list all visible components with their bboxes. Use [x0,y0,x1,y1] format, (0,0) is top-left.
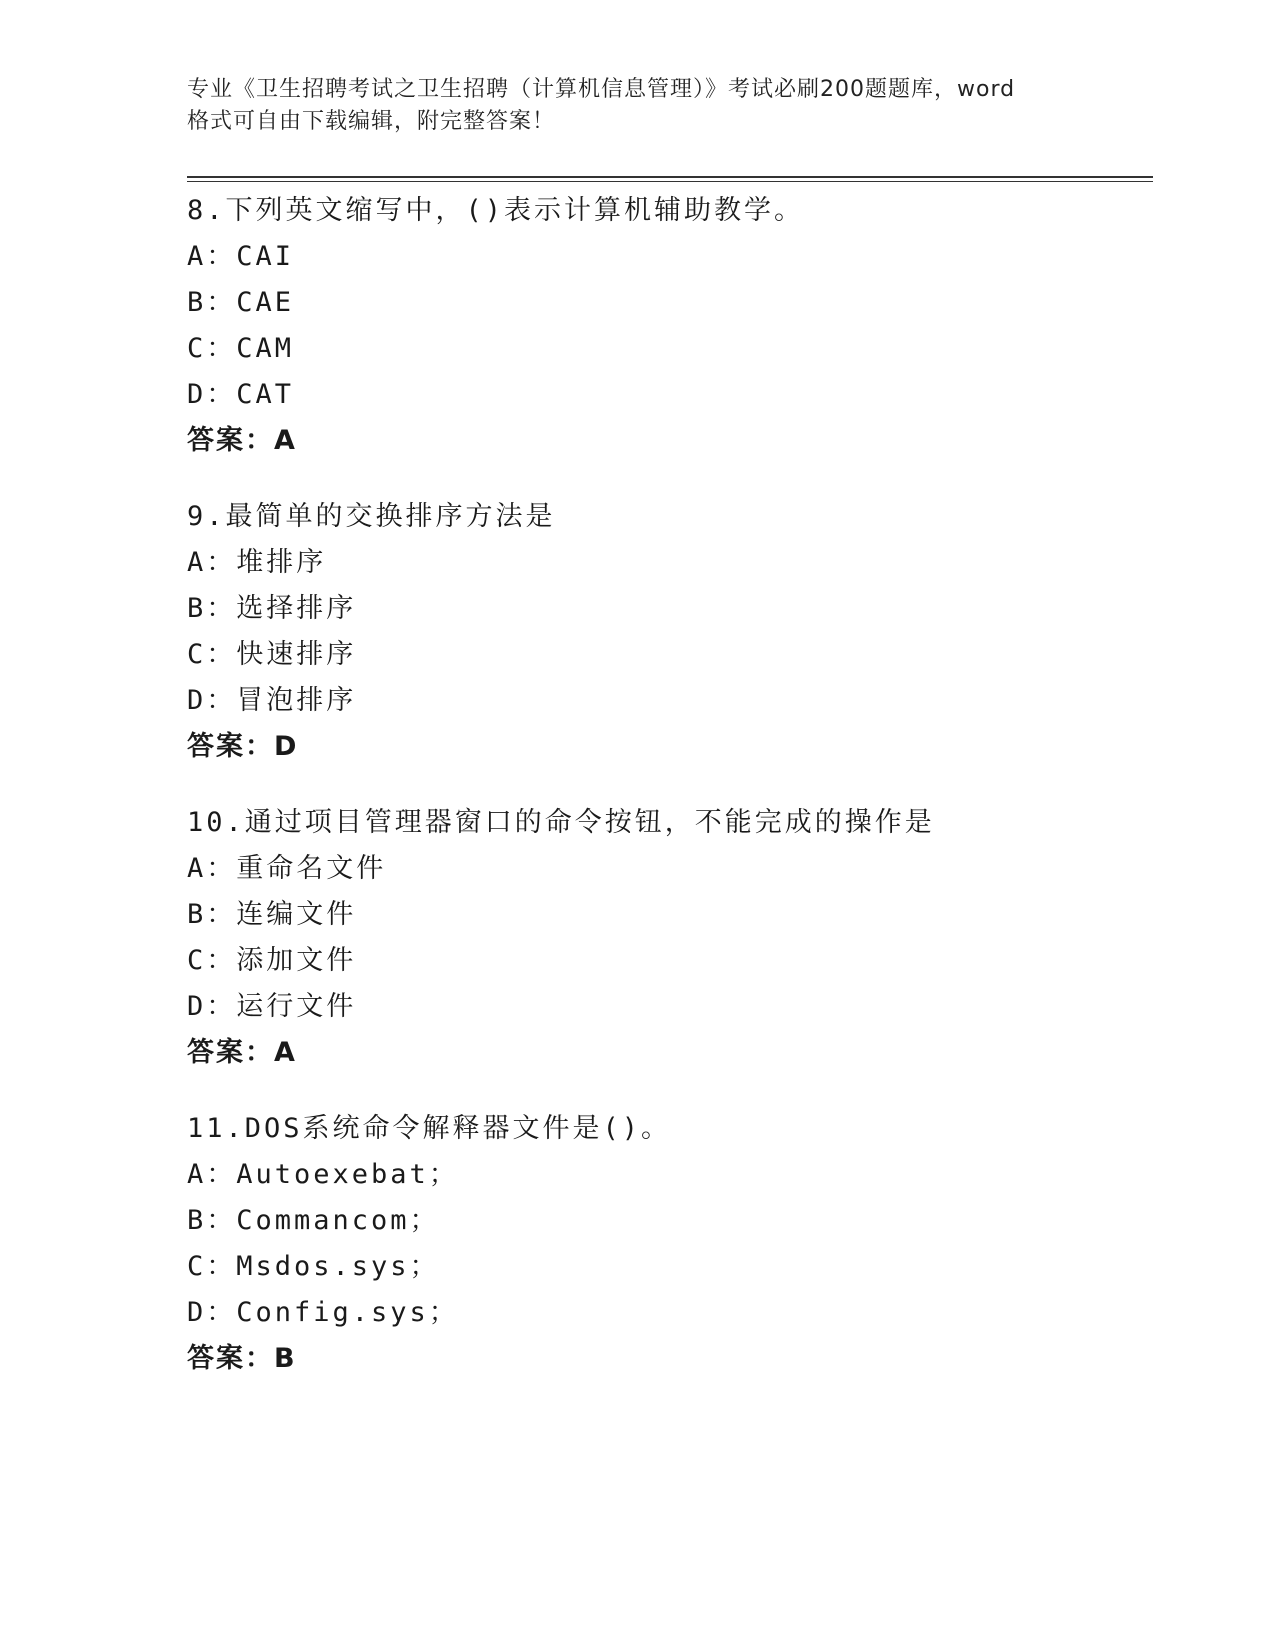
answer-line: 答案：A [187,425,297,456]
option-c: C：添加文件 [187,945,357,976]
answer-line: 答案：D [187,731,299,762]
question-list [187,188,1153,1412]
question-title: 11.DOS系统命令解释器文件是()。 [187,1113,672,1144]
option-d: D：运行文件 [187,991,357,1022]
header-divider-top [187,176,1153,178]
option-a: A：Autoexebat； [187,1159,459,1190]
question-title: 9.最简单的交换排序方法是 [187,501,556,532]
question-item [187,494,1153,770]
option-a: A：堆排序 [187,547,327,578]
question-title: 8.下列英文缩写中，()表示计算机辅助教学。 [187,195,805,226]
option-b: B：选择排序 [187,593,357,624]
answer-line: 答案：B [187,1343,297,1374]
question-item [187,800,1153,1076]
option-c: C：CAM [187,333,295,364]
header-divider-bottom [187,181,1153,182]
option-b: B：CAE [187,287,295,318]
answer-line: 答案：A [187,1037,297,1068]
option-d: D：冒泡排序 [187,685,357,716]
question-item [187,1106,1153,1382]
option-c: C：快速排序 [187,639,357,670]
option-d: D：CAT [187,379,295,410]
header-line-1: 专业《卫生招聘考试之卫生招聘（计算机信息管理）》考试必刷200题题库，word [187,77,1016,102]
question-item [187,188,1153,464]
option-c: C：Msdos.sys； [187,1251,440,1282]
document-header [187,74,1107,138]
option-a: A：CAI [187,241,295,272]
option-d: D：Config.sys； [187,1297,459,1328]
header-line-2: 格式可自由下载编辑，附完整答案！ [187,109,556,134]
question-title: 10.通过项目管理器窗口的命令按钮，不能完成的操作是 [187,807,935,838]
option-a: A：重命名文件 [187,853,387,884]
option-b: B：连编文件 [187,899,357,930]
option-b: B：Commancom； [187,1205,440,1236]
